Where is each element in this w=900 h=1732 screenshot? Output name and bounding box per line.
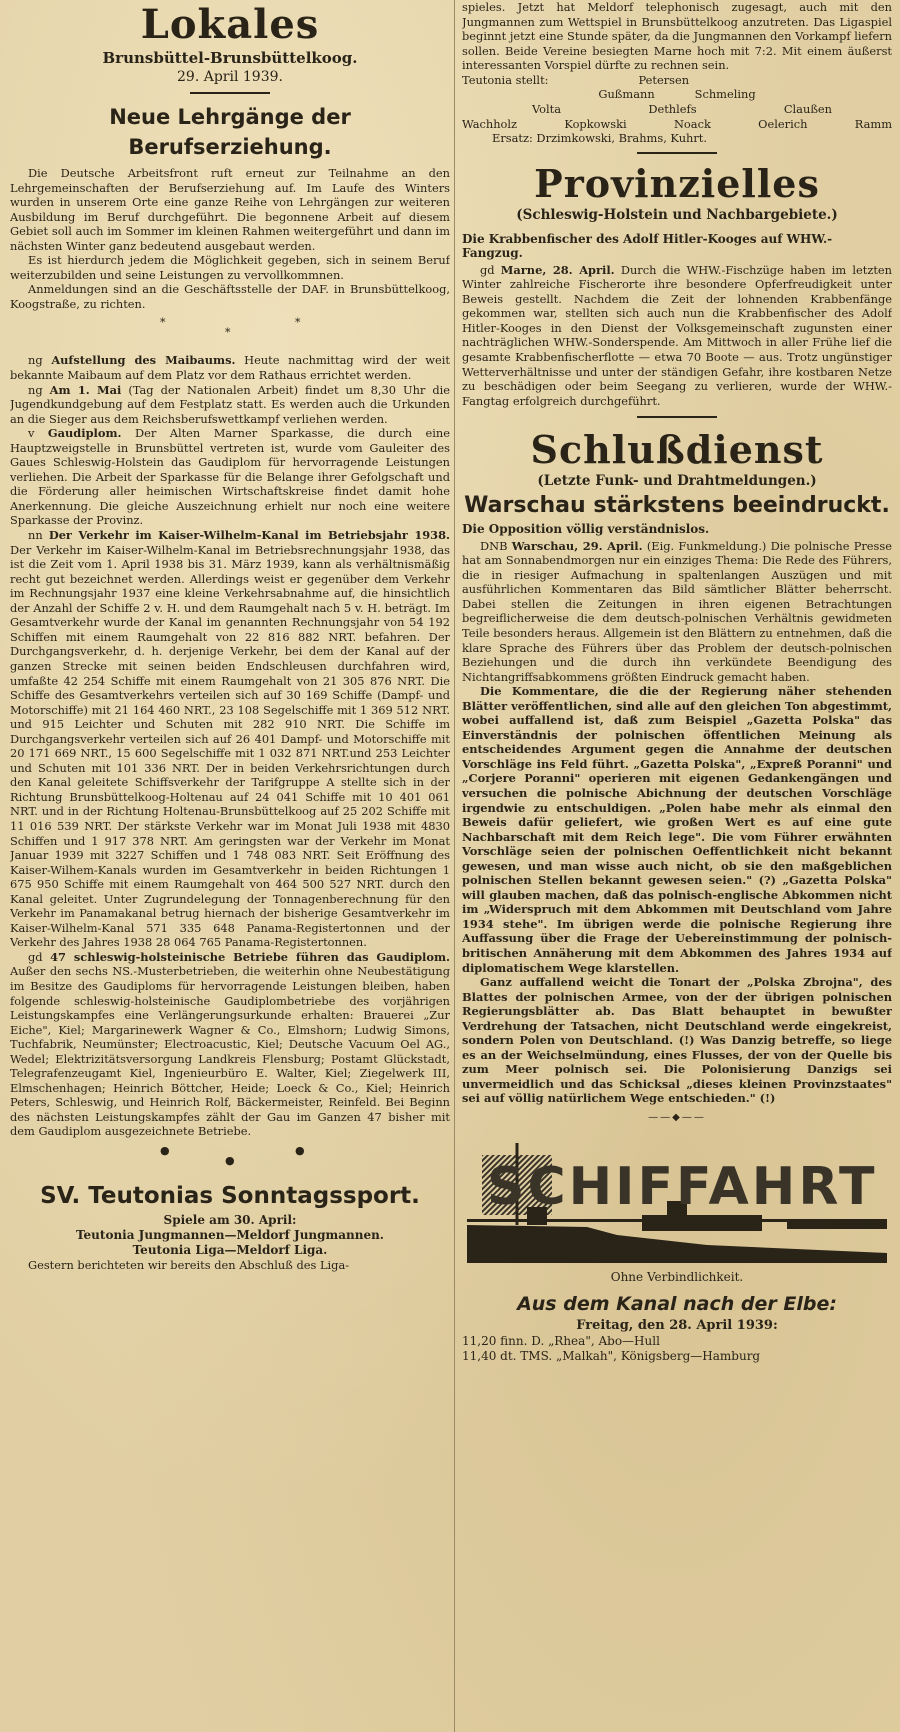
article-paragraph xyxy=(462,539,892,684)
sport-text-continued: spieles. Jetzt hat Meldorf telephonisch zugesagt, auch mit den Jungmannen zum Wettspiel in Brunsbüttelkoog anzutreten. Das Ligaspiel beginnt jetzt eine Stunde später, da die Jungmannen den Vorkampf liefern sollen. Beide Vereine besiegten Marne hoch mit 7:2. Mit einem äußerst interessanten Vorspiel dürfte zu rechnen sein. xyxy=(462,0,892,73)
headline-sport: SV. Teutonias Sonntagssport. xyxy=(40,1183,420,1209)
notice-text: Durch die WHW.-Fischzüge haben im letzten Winter zahlreiche Fischerorte ihre besondere Opferfreudigkeit unter Beweis gestellt. Nachdem die Zeit der lohnenden Krabbenfänge gekommen war, stellten sich auch nun die Krabbenfischer des Adolf Hitler-Kooges in den Dienst der Volksgemeinschaft zugunsten einer nachträglichen WHW.-Sonderspende. Am Mittwoch in aller Frühe lief die gesamte Krabbenfischerflotte — etwa 70 Boote — aus. Trotz ungünstiger Wetterverhältnisse und unter der ständigen Gefahr, ihre kostbaren Netze zu beschädigen oder beim Seegang zu verlieren, wurde der WHW.-Fangtag erfolgreich durchgeführt. xyxy=(462,262,892,408)
notice-kanalverkehr xyxy=(10,528,450,950)
notice-gaudiplom xyxy=(10,426,450,528)
rule xyxy=(637,416,717,418)
shipping-entry: 11,20 finn. D. „Rhea", Abo—Hull xyxy=(462,1334,660,1348)
dateline-kicker: Warschau, 29. April. xyxy=(511,538,643,553)
shipping-banner xyxy=(467,1135,887,1265)
article-paragraph: Es ist hierdurch jedem die Möglichkeit gegeben, sich in seinem Beruf weiterzubilden und seine Leistungen zu vervollkommnen. xyxy=(10,253,450,282)
ornament-rule: ——◆—— xyxy=(648,1112,706,1123)
player-name: Oelerich xyxy=(758,116,808,131)
notice-kicker: Gaudiplom. xyxy=(47,426,122,441)
team-lineup xyxy=(462,73,892,146)
star-icon: * xyxy=(225,326,231,340)
notice-kicker: Marne, 28. April. xyxy=(500,262,615,277)
headline-berufserziehung: Neue Lehrgänge der Berufserziehung. xyxy=(109,105,351,159)
dot-icon: ● xyxy=(160,1144,170,1157)
sport-text-start: Gestern berichteten wir bereits den Abschluß des Liga- xyxy=(28,1258,350,1272)
lineup-row-halves xyxy=(462,102,892,117)
dot-icon: ● xyxy=(295,1144,305,1157)
notice-text: Außer den sechs NS.-Musterbetrieben, die weiterhin ohne Neubestätigung im Besitze des Gaudiploms für hervorragende Leistungen bleiben, haben folgende schleswig-holsteinische Gaudiplombetriebe des vorjährigen Leistungskampfes eine Verlängerungsurkunde erhalten: Brauerei „Zur Eiche", Kiel; Margarinewerk Wagner & Co., Elmshorn; Ludwig Simons, Tuchfabrik, Neumünster; Electroacustic, Kiel; Deutsche Vacuum Oel AG., Wedel; Elektrizitätsversorgung Landkreis Flensburg; Postamt Glückstadt, Telegrafenzeugamt Kiel, Ingenieurbüro E. Walter, Kiel; Ziegelwerk III, Elmschenhagen; Heinrich Böttcher, Heide; Loeck & Co., Kiel; Heinrich Peters, Schleswig, und Heinrich Rolf, Bäckermeister, Reinfeld. Bei Beginn des nächsten Leistungskampfes zählt der Gau im Ganzen 47 bisher mit dem Gaudiplom ausgezeichnete Betriebe. xyxy=(10,964,450,1139)
article-paragraph: Anmeldungen sind an die Geschäftsstelle der DAF. in Brunsbüttelkoog, Koogstraße, zu richten. xyxy=(10,282,450,311)
notice-text: Heute nachmittag wird der weit bekannte Maibaum auf dem Platz vor dem Rathaus errichtet werden. xyxy=(10,353,450,383)
banner-word: SCHIFFAHRT xyxy=(487,1157,878,1217)
notice-kicker: Der Verkehr im Kaiser-Wilhelm-Kanal im Betriebsjahr 1938. xyxy=(48,528,450,543)
player-name: Petersen xyxy=(638,72,690,87)
player-name: Schmeling xyxy=(694,87,756,102)
headline-warschau: Warschau stärkstens beeindruckt. xyxy=(464,493,890,519)
article-krabbenfischer xyxy=(462,263,892,408)
game-item: Teutonia Liga—Meldorf Liga. xyxy=(132,1243,328,1257)
player-name: Dethlefs xyxy=(648,101,697,116)
notice-prefix: ng xyxy=(28,382,43,397)
dateline: 29. April 1939. xyxy=(177,69,283,85)
lineup-row-forwards xyxy=(462,117,892,132)
player-name: Claußen xyxy=(783,101,832,116)
disclaimer: Ohne Verbindlichkeit. xyxy=(610,1270,744,1284)
rule xyxy=(190,92,270,94)
lineup-label: Teutonia stellt: xyxy=(462,72,549,87)
star-icon: * xyxy=(160,316,166,330)
notice-47-betriebe xyxy=(10,950,450,1139)
notice-prefix: v xyxy=(28,426,35,441)
star-icon: * xyxy=(295,316,301,330)
notice-kicker: Am 1. Mai xyxy=(49,382,122,397)
player-name: Kopkowski xyxy=(564,116,627,131)
section-title-schlussdienst: Schlußdienst xyxy=(530,427,824,473)
notice-prefix: gd xyxy=(480,262,495,277)
dateline-prefix: DNB xyxy=(480,538,508,553)
lineup-row-backs xyxy=(462,87,892,102)
notice-1-mai xyxy=(10,383,450,427)
notice-text: Der Verkehr im Kaiser-Wilhelm-Kanal im Betriebsrechnungsjahr 1938, das ist die Zeit vom 1. April 1938 bis 31. März 1939, kann als verhältnismäßig recht gut bezeichnet werden. Allerdings weist er gegenüber dem Verkehr im Rechnungsjahr 1937 eine kleine Verkehrsabnahme auf, die hinsichtlich der Anzahl der Schiffe 2 v. H. und dem Raumgehalt nach 5 v. H. beträgt. Im Gesamtverkehr wurde der Kanal im genannten Rechnungsjahr von 54 192 Schiffen mit einem Raumgehalt von 22 816 882 NRT. befahren. Der Durchgangsverkehr, d. h. derjenige Verkehr, bei dem der Kanal auf der ganzen Strecke mit seinen beiden Endschleusen durchfahren wird, umfaßte 42 254 Schiffe mit einem Raumgehalt von 21 305 876 NRT. Die Schiffe des Gesamtverkehrs verteilen sich auf 30 169 Schiffe (Dampf- und Motorschiffe) mit 21 164 460 NRT., 23 108 Segelschiffe mit 1 369 512 NRT. und 915 Leichter und Schuten mit 282 910 NRT. Die Schiffe im Durchgangsverkehr verteilen sich auf 26 401 Dampf- und Motorschiffe mit 20 171 669 NRT., 15 600 Segelschiffe mit 1 032 871 NRT.und 253 Leichter und Schuten mit 101 336 NRT. Der in beiden Verkehrsrichtungen durch den Kanal geleitete Schiffsverkehr der Tarifgruppe A stellte sich in der Richtung Brunsbüttelkoog-Holtenau auf 24 041 Schiffe mit 10 401 061 NRT. und in der Richtung Holtenau-Brunsbüttelkoog auf 25 202 Schiffe mit 11 016 539 NRT. Der stärkste Verkehr war im Monat Juli 1938 mit 4830 Schiffen und 1 917 378 NRT. Am geringsten war der Verkehr im Monat Januar 1939 mit 3227 Schiffen und 1 748 083 NRT. Seit Eröffnung des Kaiser-Wilhem-Kanals wurden im Gesamtverkehr in beiden Richtungen 1 675 950 Schiffe mit einem Raumgehalt von 464 500 527 NRT. durch den Kanal geleitet. Unter Zugrundelegung der Tonnagenberechnung für den Verkehr im Panamakanal betrug hiernach der bisherige Gesamtverkehr im Kaiser-Wilhelm-Kanal 571 335 648 Panama-Registertonnen und der Verkehr des Jahres 1938 28 064 765 Panama-Registertonnen. xyxy=(10,542,450,950)
left-column xyxy=(10,0,450,1732)
player-name: Wachholz xyxy=(462,116,518,131)
notice-text: Der Alten Marner Sparkasse, die durch eine Hauptzweigstelle in Brunsbüttel vertreten ist, wurde vom Gauleiter des Gaues Schleswig-Holstein das Gaudiplom für hervorragende Leistungen verliehen. Die Arbeit der Sparkasse für die Belange ihrer Gefolgschaft und die Förderung aller heimischen Wirtschaftskreise findet damit hohe Anerkennung. Die gleiche Auszeichnung erhielt nur noch eine weitere Sparkasse der Provinz. xyxy=(10,426,450,528)
notice-prefix: nn xyxy=(28,528,43,543)
notice-kicker: 47 schleswig-holsteinische Betriebe führen das Gaudiplom. xyxy=(50,949,450,964)
player-name: Ramm xyxy=(854,116,892,131)
article-paragraph: Ganz auffallend weicht die Tonart der „Polska Zbrojna", des Blattes der polnischen Armee, von der der übrigen polnischen Regierungsblätter ab. Das Blatt behauptet in bewußter Verdrehung der Tatsachen, nicht Deutschland werde eingekreist, sondern Polen von Deutschland. (!) Was Danzig betreffe, so liege es an der Weichselmündung, eines Flusses, der von der Quelle bis zum Meer polnisch sei. Die Polonisierung Danzigs sei unvermeidlich und das Schicksal „dieses kleinen Provinzstaates" sei auf völlig natürlichem Wege entschieden." (!) xyxy=(462,975,892,1106)
notice-kicker: Aufstellung des Maibaums. xyxy=(51,353,236,368)
column-divider xyxy=(454,0,455,1732)
notice-text: (Eig. Funkmeldung.) Die polnische Presse hat am Sonnabendmorgen nur ein einziges Thema: Die Rede des Führers, die in riesiger Aufmachung in spaltenlangen Auszügen und mit ausführlichen Kommentaren das Bild sämtlicher Blätter beherrscht. Dabei stellen die Zeitungen in ihren eigenen Betrachtungen begreiflicherweise die dem deutsch-polnischen Verhältnis gewidmeten Teile besonders heraus. Allgemein ist den Blättern zu entnehmen, daß die klare Sprache des Führers über das Problem der deutsch-polnischen Beziehungen und die durch ihn verkündete Beendigung des Nichtangriffsabkommens größten Eindruck gemacht haben. xyxy=(462,538,892,684)
notice-prefix: ng xyxy=(28,353,43,368)
shipping-heading: Aus dem Kanal nach der Elbe: xyxy=(517,1293,837,1315)
notice-text: (Tag der Nationalen Arbeit) findet um 8,30 Uhr die Jugendkundgebung auf dem Festplatz statt. Es werden auch die Urkunden an die Sieger aus dem Reichsberufswettkampf verliehen werden. xyxy=(10,382,450,426)
star-separator xyxy=(10,317,450,339)
lineup-reserves: Ersatz: Drzimkowski, Brahms, Kuhrt. xyxy=(492,131,708,146)
section-subtitle: (Letzte Funk- und Drahtmeldungen.) xyxy=(537,473,817,490)
game-item: Teutonia Jungmannen—Meldorf Jungmannen. xyxy=(75,1228,384,1242)
notice-prefix: gd xyxy=(28,949,43,964)
lineup-row-goalkeeper xyxy=(462,73,892,88)
shipping-entry: 11,40 dt. TMS. „Malkah", Königsberg—Hamburg xyxy=(462,1349,761,1363)
article-paragraph: Die Kommentare, die die der Regierung näher stehenden Blätter veröffentlichen, sind alle auf den gleichen Ton abgestimmt, wobei auffallend ist, daß zum Beispiel „Gazetta Polska" das Einverständnis der polnischen öffentlichen Meinung als entscheidendes Argument gegen die Annahme der deutschen Vorschläge ins Feld führt. „Gazetta Polska", „Expreß Poranni" und „Corjere Poranni" operieren mit eigenen Gedankengängen und versuchen die polnische Abichnung der deutschen Vorschläge irgendwie zu entschuldigen. „Polen habe mehr als einmal den Beweis dafür geliefert, wie großen Wert es auf eine gute Nachbarschaft mit dem Reich lege". Die vom Führer erwähnten Vorschläge seien der polnischen Oeffentlichkeit nicht bekannt gewesen, und man wisse auch nicht, ob sie den maßgeblichen polnischen Stellen bekannt gewesen seien." (?) „Gazetta Polska" will glauben machen, daß das polnisch-englische Abkommen nicht im „Widerspruch mit dem Abkommen mit Deutschland vom Jahre 1934 stehe". Im übrigen werde die polnische Regierung ihre Auffassung über die Frage der Uebereinstimmung der polnisch-britischen Annäherung mit dem Abkommen des Jahres 1934 auf diplomatischem Wege klarstellen. xyxy=(462,684,892,975)
notice-maibaum xyxy=(10,353,450,382)
article-paragraph: Die Deutsche Arbeitsfront ruft erneut zur Teilnahme an den Lehrgemeinschaften der Berufserziehung auf. Im Laufe des Winters wurden in unserem Orte eine ganze Reihe von Lehrgängen zur weiteren Ausbildung im Beruf durchgeführt. Die begonnene Arbeit auf diesem Gebiet soll auch im Sommer im kleinen Rahmen weitergeführt und dann im nächsten Winter ganz bedeutend ausgebaut werden. xyxy=(10,166,450,253)
player-name: Gußmann xyxy=(598,87,655,102)
rule xyxy=(637,152,717,154)
masthead-lokales: Lokales xyxy=(140,1,320,48)
dot-separator xyxy=(10,1145,450,1167)
section-subtitle: (Schleswig-Holstein und Nachbargebiete.) xyxy=(516,206,838,223)
dot-icon: ● xyxy=(225,1154,235,1167)
article-title-krabbenfischer: Die Krabbenfischer des Adolf Hitler-Kooges auf WHW.-Fangzug. xyxy=(462,231,833,261)
section-title-provinzielles: Provinzielles xyxy=(534,160,820,206)
games-title: Spiele am 30. April: xyxy=(163,1213,297,1227)
right-column xyxy=(462,0,892,1732)
shipping-date: Freitag, den 28. April 1939: xyxy=(576,1318,778,1333)
deck: Die Opposition völlig verständnislos. xyxy=(462,522,710,537)
player-name: Noack xyxy=(673,116,711,131)
place-line: Brunsbüttel-Brunsbüttelkoog. xyxy=(102,49,358,67)
player-name: Volta xyxy=(532,101,562,116)
